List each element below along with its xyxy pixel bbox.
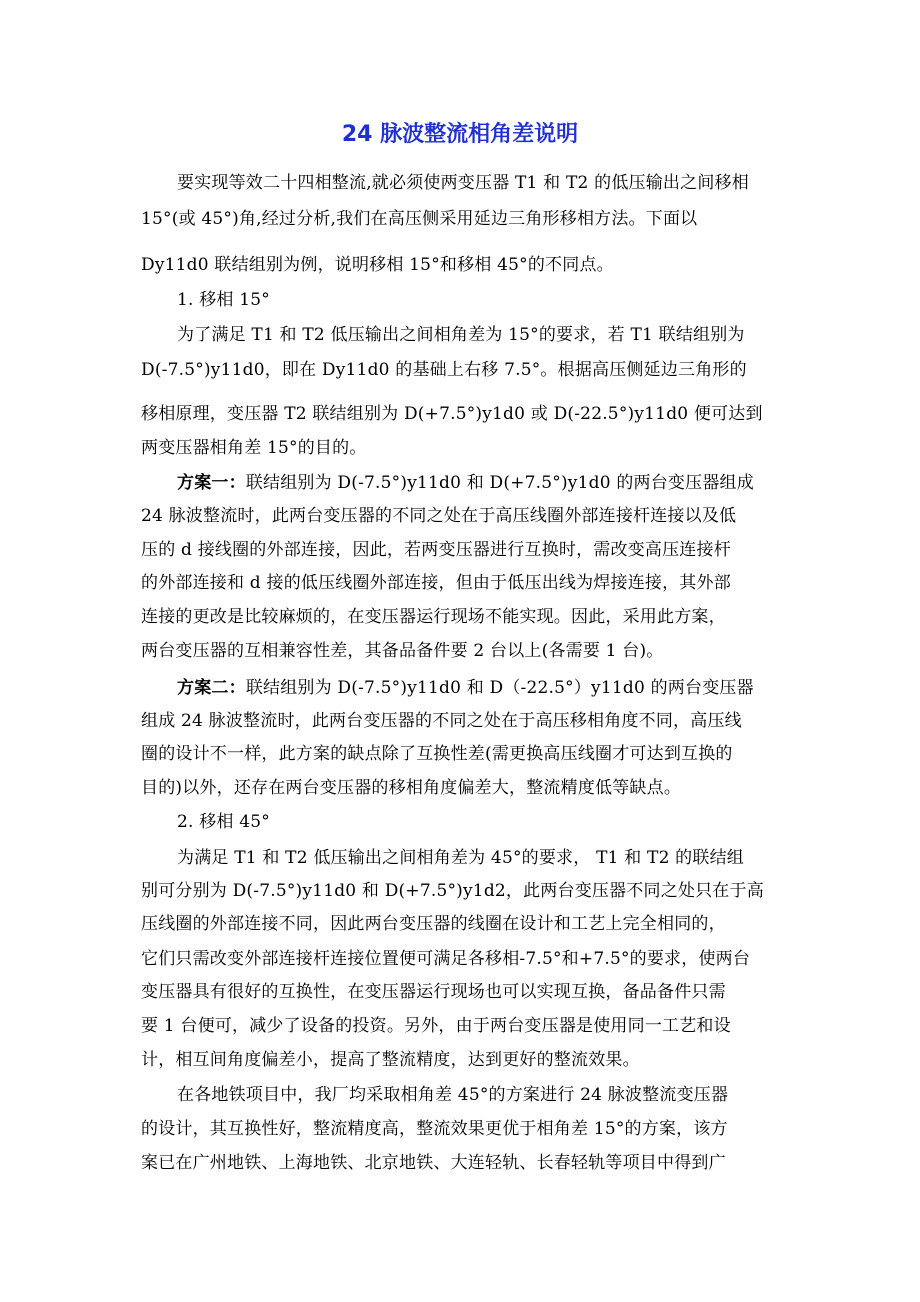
conclusion-line-3: 案已在广州地铁、上海地铁、北京地铁、大连轻轨、长春轻轨等项目中得到广 (141, 1153, 726, 1173)
intro-line-3: Dy11d0 联结组别为例，说明移相 15°和移相 45°的不同点。 (141, 255, 614, 275)
plan1-line-3: 压的 d 接线圈的外部连接，因此，若两变压器进行互换时，需改变高压连接杆 (141, 540, 731, 560)
conclusion-line-1: 在各地铁项目中，我厂均采取相角差 45°的方案进行 24 脉波整流变压器 (177, 1085, 729, 1105)
plan1-text: 联结组别为 D(-7.5°)y11d0 和 D(+7.5°)y1d0 的两台变压器组成 (245, 473, 754, 493)
section1-heading: 1. 移相 15° (177, 290, 270, 310)
section2-line-5: 变压器具有很好的互换性，在变压器运行现场也可以实现互换，备品备件只需 (141, 982, 726, 1002)
plan2-line-4: 目的)以外，还存在两台变压器的移相角度偏差大，整流精度低等缺点。 (141, 778, 682, 798)
plan2-label: 方案二： (177, 678, 246, 698)
plan1-line-4: 的外部连接和 d 接的低压线圈外部连接，但由于低压出线为焊接连接，其外部 (141, 573, 731, 593)
plan2-line-3: 圈的设计不一样，此方案的缺点除了互换性差(需更换高压线圈才可达到互换的 (141, 744, 733, 764)
section1-line-3: 移相原理，变压器 T2 联结组别为 D(+7.5°)y1d0 或 D(-22.5°)y11d0 便可达到 (141, 404, 763, 424)
plan2-line-2: 组成 24 脉波整流时，此两台变压器的不同之处在于高压移相角度不同，高压线 (141, 711, 742, 731)
plan1-label: 方案一： (177, 473, 246, 493)
plan1-line-2: 24 脉波整流时，此两台变压器的不同之处在于高压线圈外部连接杆连接以及低 (141, 506, 737, 526)
conclusion-line-2: 的设计，其互换性好，整流精度高，整流效果更优于相角差 15°的方案，该方 (141, 1119, 728, 1139)
section1-line-4: 两变压器相角差 15°的目的。 (141, 438, 367, 458)
plan1-line-1 (177, 471, 754, 495)
section2-line-2: 别可分别为 D(-7.5°)y11d0 和 D(+7.5°)y1d2，此两台变压器不同之处只在于高 (141, 881, 764, 901)
document-title: 24 脉波整流相角差说明 (341, 122, 579, 147)
plan1-line-6: 两台变压器的互相兼容性差，其备品备件要 2 台以上(各需要 1 台)。 (141, 641, 664, 661)
plan2-text: 联结组别为 D(-7.5°)y11d0 和 D（-22.5°）y11d0 的两台变压器 (245, 678, 754, 698)
intro-line-2: 15°(或 45°)角,经过分析,我们在高压侧采用延边三角形移相方法。下面以 (141, 209, 698, 229)
section2-line-4: 它们只需改变外部连接杆连接位置便可满足各移相-7.5°和+7.5°的要求，使两台 (141, 949, 751, 969)
section2-line-3: 压线圈的外部连接不同，因此两台变压器的线圈在设计和工艺上完全相同的， (141, 914, 726, 934)
section1-line-1: 为了满足 T1 和 T2 低压输出之间相角差为 15°的要求，若 T1 联结组别为 (177, 325, 745, 345)
plan2-line-1 (177, 676, 754, 700)
intro-line-1: 要实现等效二十四相整流,就必须使两变压器 T1 和 T2 的低压输出之间移相 (177, 173, 749, 193)
section2-line-1: 为满足 T1 和 T2 低压输出之间相角差为 45°的要求， T1 和 T2 的联结组 (177, 848, 744, 868)
section2-line-7: 计，相互间角度偏差小，提高了整流精度，达到更好的整流效果。 (141, 1050, 640, 1070)
section2-heading: 2. 移相 45° (177, 812, 270, 832)
section2-line-6: 要 1 台便可，减少了设备的投资。另外，由于两台变压器是使用同一工艺和设 (141, 1016, 731, 1036)
section1-line-2: D(-7.5°)y11d0，即在 Dy11d0 的基础上右移 7.5°。根据高压侧延边三角形的 (141, 360, 747, 380)
plan1-line-5: 连接的更改是比较麻烦的，在变压器运行现场不能实现。因此，采用此方案， (141, 607, 726, 627)
